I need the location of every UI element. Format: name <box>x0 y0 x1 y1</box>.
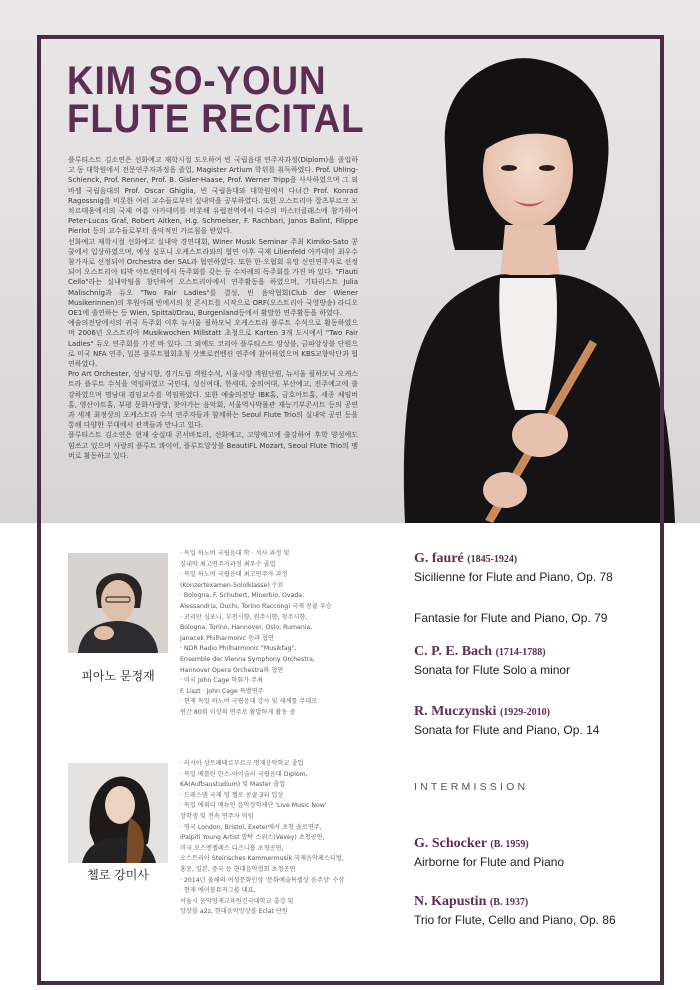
program-item <box>414 836 564 873</box>
credit-line: · 2014년 올해의 여성문화인상 '문화예술특별상 음주상' 수상 <box>180 876 345 884</box>
composer-years: (B. 1937) <box>489 897 529 908</box>
credit-line: · 독일 베를린 한스-아이슬러 국립음대 Diplom, <box>180 770 308 778</box>
credit-line: Janacek Philharmonic 등과 협연 <box>180 634 275 642</box>
credit-line: · NDR Radio Philharmonic "Musikfag", <box>180 645 297 653</box>
bio-paragraph: 플루티스트 김소연은 현재 숭실대 콘서바토리, 선화예고, 고양예고에 출강하여 후학 양성에도 힘쓰고 있으며 사랑의 플루트 콰이어, 플루트앙상블 BeautiFL Mozart, Seoul Flute Trio의 멤버로 활동하고 있다. <box>68 431 358 460</box>
credit-line: · 현재 에이블뮤직그룹 대표, <box>180 887 256 895</box>
composer-name-text: N. Kapustin <box>414 894 487 909</box>
cellist-name: 첼로 강미사 <box>87 868 149 882</box>
credit-line: · 코리안 심포니, 부천시향, 원주시향, 청주시향, <box>180 613 308 621</box>
credit-line: KA(Aufbaustudium) 및 Master 졸업 <box>180 781 286 789</box>
composer-name-text: C. P. E. Bach <box>414 644 493 659</box>
work-title: Sonata for Flute and Piano, Op. 14 <box>414 723 600 737</box>
cellist-portrait <box>68 763 168 863</box>
credit-line: 연간 80회 이상의 연주로 활발하게 활동 중 <box>180 708 296 716</box>
bio-paragraph: 플루티스트 김소연은 선화예고 재학시절 도오하여 빈 국립음대 연주자과정(Diplom)을 졸업하고 동 대학원에서 전문연주자과정을 졸업, Magister Artium 학위를 취득하였다. Prof. Uhling-Schienck, Prof. Renner, Prof. B. Gisler-Haase, Prof. Werner Tripp을 사사하였으며 그 외 바젤 국립음대의 Prof. Oscar Ghiglia, 빈 국립음대와 대학원에서 다녀간 Prof. Konrad Ragossnig를 비롯한 여러 교수들로부터 실내악을 공부하였다. 또한 오스트리아 잘츠부르크 모차르테움에서의 국제 여름 아카데미를 비롯해 유럽전역에서 다수의 마스터클래스에 참가하여 Peter-Lucas Graf, Robert Aitken, H.g. Schmeiser, F. Rachbari, Janos Balint, Filippe Pierlot 등의 교수들로부터 음악적인 가르침을 받았다. <box>68 156 358 236</box>
program-item <box>414 644 570 681</box>
composer-years: (1929-2010) <box>499 707 550 718</box>
bio-paragraph: Pro Art Orchester, 성남시향, 경기도립 객원수석, 서울시향 객원단원, 뉴서울 필하모닉 오케스트라 플루트 수석을 역임하였고 국민대, 성신여대, 한세대, 숭의여대, 부산예고, 전주예고에 출강하였으며 명남대 겸임교수를 역임하였다. 또한 예술의전당 IBK홀, 금호아트홀, 세종 체임버홀, 영산아트홀, 부평 문화사랑방, 찾아가는 음악회, 서울역사박물관 재능기부콘서트 등의 공연과 세계 최정상의 오케스트라 수석 연주자들과 함께하는 Seoul Flute Trio의 실내악 공연 등을 통해 다양한 무대에서 관객들과 만나고 있다. <box>68 370 358 430</box>
composer-years: (B. 1959) <box>490 839 529 850</box>
work-title: Sonata for Flute Solo a minor <box>414 663 571 677</box>
credit-line: iPalpiti Young Artist 발탁 스위스(Vevey) 초청공연, <box>180 834 325 842</box>
bio-paragraph: 예술의전당에서의 귀국 독주회 이후 뉴서울 필하모닉 오케스트라 플루트 수석으로 활동하였으며 2006년 오스트리아 Musikwochen Millstatt 초청으로 Karten 3개 도시에서 "Two Fair Ladies" 듀오 연주회를 가진 바 있다. 그 외에도 코리아 플루티스트 앙상블, 금파앙상블 단원으로 미국 NFA 연주, 일본 플루트협회초청 삿뽀로컨벤션 연주에 참여하였으며 KBS교향악단과 협연하였다. <box>68 319 358 369</box>
work-title: Airborne for Flute and Piano <box>414 855 565 869</box>
credit-line: 서울시 음악영재교육원건국대학교 출강 및 <box>180 897 294 905</box>
credit-line: · Bologna, F. Schubert, Minerbio, Ovada, <box>180 592 305 600</box>
title-line-2: FLUTE RECITAL <box>67 97 365 141</box>
composer-name <box>414 551 613 569</box>
credit-line: Alessandria, Duchi, Torino Raccongi 국제 콩쿨 우승 <box>180 602 332 610</box>
bio-paragraph: 선화예고 재학시절 선화예고 실내악 경연대회, Winer Musik Seminar 주최 Kimiko-Sato 콩쿨에서 입상하였으며, 예성 심포니 오케스트라와의 협연 이후 국제 Lilienfeld 아카데미 최우수 참가자로 선정되어 Orchestra der SAL과 협연하였다. 또한 한·오협회 유망 신인연주자로 선정되어 오스트리아 티박 아트센터에서 독주회를 갖는 등 수차례의 독주회를 가진 바 있다. "Flauti Cello"라는 실내악팀을 창단하여 오스트리아에서 연주활동을 하였으며, 기타리스트 Julia Malischnig과 듀오 "Two Fair Ladies"를 결성, 빈 음악협회(Club der Wiener Musikerinnen)의 후원아래 빈에서의 첫 콘서트를 시작으로 ORF(오스트리아 국영방송) 라디오 OE1에 출연하는 등 Wien, Spittal/Drau, Burgenland등에서 활발한 연주활동을 하였다. <box>68 237 358 318</box>
credit-line: 장학생 및 전속 연주자 역임 <box>180 812 254 820</box>
composer-name <box>414 704 599 722</box>
credit-line: · 독일 에휘디 메뉴인 음악장학재단 'Live Music Now' <box>180 802 327 810</box>
work-title: Fantasie for Flute and Piano, Op. 79 <box>414 611 608 625</box>
composer-years: (1845-1924) <box>467 554 518 565</box>
pianist-credits <box>180 549 390 719</box>
credit-line: Ensemble der Vienna Symphony Orchestra, <box>180 655 315 663</box>
work-title: Trio for Flute, Cello and Piano, Op. 86 <box>414 913 616 927</box>
credit-line: Hannover Opera Orchestra와 협연 <box>180 666 284 674</box>
credit-line: 미국 로스엔젤레스 디즈니홀 초청공연, <box>180 844 284 852</box>
credit-line: 앙상블 a2z, 현대음악앙상블 Eclat 단원 <box>180 908 288 916</box>
composer-name-text: G. fauré <box>414 551 464 566</box>
composer-name <box>414 894 616 912</box>
credit-line: 홍콩, 일본, 중국 등 현대음악협회 초청공연 <box>180 865 296 873</box>
program-item <box>414 894 616 931</box>
composer-years: (1714-1788) <box>495 647 546 658</box>
cellist-credits <box>180 759 390 918</box>
work-title: Sicilienne for Flute and Piano, Op. 78 <box>414 570 613 584</box>
pianist-name: 피아노 문정재 <box>81 669 155 683</box>
credit-line: · 현재 독일 하노버 국립음대 강사 및 세계를 무대로 <box>180 698 318 706</box>
composer-name <box>414 644 570 662</box>
composer-name <box>414 836 564 854</box>
credit-line: · 러시아 상트페테르부르크 명재음악학교 졸업 <box>180 760 304 767</box>
program-item <box>414 551 613 629</box>
recital-title <box>67 59 390 141</box>
pianist-portrait <box>68 553 168 653</box>
credit-line: · 영국 London, Bristol, Exeter에서 초청 솔로연주, <box>180 823 322 831</box>
credit-line: 실내악 최고연주자과정 최우수 졸업 <box>180 560 276 568</box>
program-item <box>414 704 599 741</box>
credit-line: · 드레스덴 국제 영 첼로 콩쿨 3위 입상 <box>180 791 284 799</box>
credit-line: 오스트리아 Steirisches Kammermusik 국제음악페스티벌, <box>180 855 344 863</box>
composer-name-text: R. Muczynski <box>414 704 497 719</box>
credit-line: Bologna, Torino, Hannover, Oslo, Rumania, <box>180 624 313 632</box>
credit-line: · 독일 하노버 국립음대 최고연주자 과정 <box>180 571 288 579</box>
title-line-1: KIM SO-YOUN <box>67 59 327 103</box>
credit-line: F. Liszt · John Cage 특별연주 <box>180 687 264 695</box>
credit-line: · 미국 John Cage 학회가 주최 <box>180 677 263 685</box>
intermission-label: INTERMISSION <box>414 781 529 793</box>
credit-line: (Konzertexamen-Sololklasse) 수료 <box>180 581 284 589</box>
credit-line: · 독일 하노버 국립음대 학 · 석사 과정 및 <box>180 550 290 557</box>
composer-name-text: G. Schocker <box>414 836 487 851</box>
flutist-biography <box>68 155 358 461</box>
